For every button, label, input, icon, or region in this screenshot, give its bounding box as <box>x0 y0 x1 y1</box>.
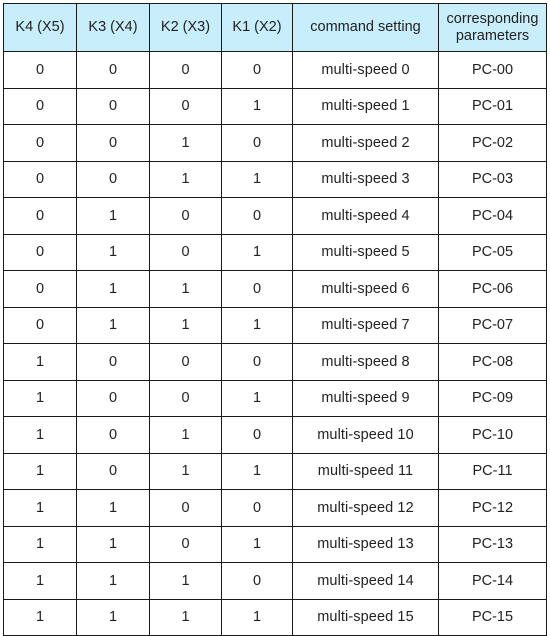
cell-command-setting: multi-speed 3 <box>293 161 439 198</box>
cell-parameter: PC-00 <box>439 52 547 89</box>
cell-k2: 1 <box>150 271 222 308</box>
cell-k1: 0 <box>222 52 293 89</box>
cell-k4: 1 <box>4 417 77 454</box>
cell-parameter: PC-12 <box>439 490 547 527</box>
cell-k1: 1 <box>222 234 293 271</box>
cell-k3: 1 <box>77 526 150 563</box>
header-k2-x3: K2 (X3) <box>150 4 222 52</box>
table-row <box>4 526 547 563</box>
multi-speed-table <box>3 3 547 636</box>
cell-k1: 0 <box>222 271 293 308</box>
cell-k2: 1 <box>150 161 222 198</box>
table-row <box>4 563 547 600</box>
cell-k1: 0 <box>222 490 293 527</box>
cell-k3: 1 <box>77 563 150 600</box>
cell-k2: 0 <box>150 344 222 381</box>
table-row <box>4 344 547 381</box>
header-row <box>4 4 547 52</box>
cell-k3: 0 <box>77 52 150 89</box>
cell-k2: 0 <box>150 490 222 527</box>
table-row <box>4 453 547 490</box>
cell-k1: 0 <box>222 563 293 600</box>
cell-k4: 0 <box>4 234 77 271</box>
cell-k3: 0 <box>77 344 150 381</box>
cell-k4: 1 <box>4 453 77 490</box>
cell-parameter: PC-04 <box>439 198 547 235</box>
cell-k2: 0 <box>150 88 222 125</box>
cell-k2: 1 <box>150 563 222 600</box>
cell-k2: 0 <box>150 52 222 89</box>
cell-command-setting: multi-speed 5 <box>293 234 439 271</box>
cell-k4: 1 <box>4 344 77 381</box>
cell-parameter: PC-01 <box>439 88 547 125</box>
cell-command-setting: multi-speed 12 <box>293 490 439 527</box>
cell-k1: 0 <box>222 417 293 454</box>
cell-k4: 1 <box>4 599 77 636</box>
cell-command-setting: multi-speed 13 <box>293 526 439 563</box>
cell-k1: 1 <box>222 161 293 198</box>
cell-k4: 0 <box>4 307 77 344</box>
cell-command-setting: multi-speed 2 <box>293 125 439 162</box>
cell-k2: 1 <box>150 417 222 454</box>
cell-k4: 0 <box>4 125 77 162</box>
cell-parameter: PC-03 <box>439 161 547 198</box>
cell-command-setting: multi-speed 15 <box>293 599 439 636</box>
cell-parameter: PC-09 <box>439 380 547 417</box>
header-command-setting: command setting <box>293 4 439 52</box>
cell-k3: 1 <box>77 307 150 344</box>
cell-k4: 0 <box>4 271 77 308</box>
cell-k4: 0 <box>4 198 77 235</box>
cell-k1: 0 <box>222 344 293 381</box>
table-row <box>4 599 547 636</box>
cell-k3: 0 <box>77 88 150 125</box>
cell-parameter: PC-02 <box>439 125 547 162</box>
cell-k4: 0 <box>4 161 77 198</box>
table-row <box>4 307 547 344</box>
cell-parameter: PC-05 <box>439 234 547 271</box>
table-row <box>4 380 547 417</box>
table-body <box>4 52 547 636</box>
table-header <box>4 4 547 52</box>
header-k4-x5: K4 (X5) <box>4 4 77 52</box>
cell-k2: 1 <box>150 453 222 490</box>
cell-command-setting: multi-speed 9 <box>293 380 439 417</box>
cell-k3: 0 <box>77 380 150 417</box>
table-row <box>4 161 547 198</box>
cell-command-setting: multi-speed 11 <box>293 453 439 490</box>
cell-command-setting: multi-speed 1 <box>293 88 439 125</box>
cell-command-setting: multi-speed 10 <box>293 417 439 454</box>
cell-k3: 0 <box>77 125 150 162</box>
table-row <box>4 198 547 235</box>
cell-k2: 1 <box>150 599 222 636</box>
table-row <box>4 234 547 271</box>
cell-parameter: PC-11 <box>439 453 547 490</box>
cell-k3: 0 <box>77 161 150 198</box>
cell-k1: 1 <box>222 599 293 636</box>
cell-k2: 1 <box>150 307 222 344</box>
cell-parameter: PC-06 <box>439 271 547 308</box>
cell-k1: 1 <box>222 453 293 490</box>
header-k1-x2: K1 (X2) <box>222 4 293 52</box>
cell-command-setting: multi-speed 7 <box>293 307 439 344</box>
header-k3-x4: K3 (X4) <box>77 4 150 52</box>
cell-parameter: PC-08 <box>439 344 547 381</box>
cell-k2: 0 <box>150 380 222 417</box>
cell-parameter: PC-07 <box>439 307 547 344</box>
cell-k1: 1 <box>222 88 293 125</box>
cell-k3: 1 <box>77 271 150 308</box>
table-row <box>4 88 547 125</box>
cell-command-setting: multi-speed 0 <box>293 52 439 89</box>
cell-k4: 1 <box>4 490 77 527</box>
cell-k3: 0 <box>77 453 150 490</box>
cell-k4: 0 <box>4 88 77 125</box>
cell-k2: 1 <box>150 125 222 162</box>
header-corresponding-parameters: corresponding parameters <box>439 4 547 52</box>
cell-k2: 0 <box>150 526 222 563</box>
cell-parameter: PC-14 <box>439 563 547 600</box>
cell-k1: 0 <box>222 198 293 235</box>
cell-command-setting: multi-speed 14 <box>293 563 439 600</box>
cell-k1: 1 <box>222 307 293 344</box>
cell-parameter: PC-13 <box>439 526 547 563</box>
cell-parameter: PC-15 <box>439 599 547 636</box>
cell-k3: 1 <box>77 198 150 235</box>
cell-k3: 1 <box>77 234 150 271</box>
cell-command-setting: multi-speed 6 <box>293 271 439 308</box>
cell-k4: 1 <box>4 526 77 563</box>
cell-k1: 1 <box>222 380 293 417</box>
table-row <box>4 490 547 527</box>
table-row <box>4 417 547 454</box>
cell-k3: 1 <box>77 599 150 636</box>
cell-k4: 1 <box>4 380 77 417</box>
cell-k4: 1 <box>4 563 77 600</box>
table-row <box>4 271 547 308</box>
cell-k3: 1 <box>77 490 150 527</box>
cell-k1: 0 <box>222 125 293 162</box>
cell-parameter: PC-10 <box>439 417 547 454</box>
table-row <box>4 125 547 162</box>
cell-k2: 0 <box>150 234 222 271</box>
cell-k1: 1 <box>222 526 293 563</box>
multi-speed-table-container <box>3 3 546 626</box>
cell-command-setting: multi-speed 4 <box>293 198 439 235</box>
cell-command-setting: multi-speed 8 <box>293 344 439 381</box>
table-row <box>4 52 547 89</box>
cell-k4: 0 <box>4 52 77 89</box>
cell-k2: 0 <box>150 198 222 235</box>
cell-k3: 0 <box>77 417 150 454</box>
